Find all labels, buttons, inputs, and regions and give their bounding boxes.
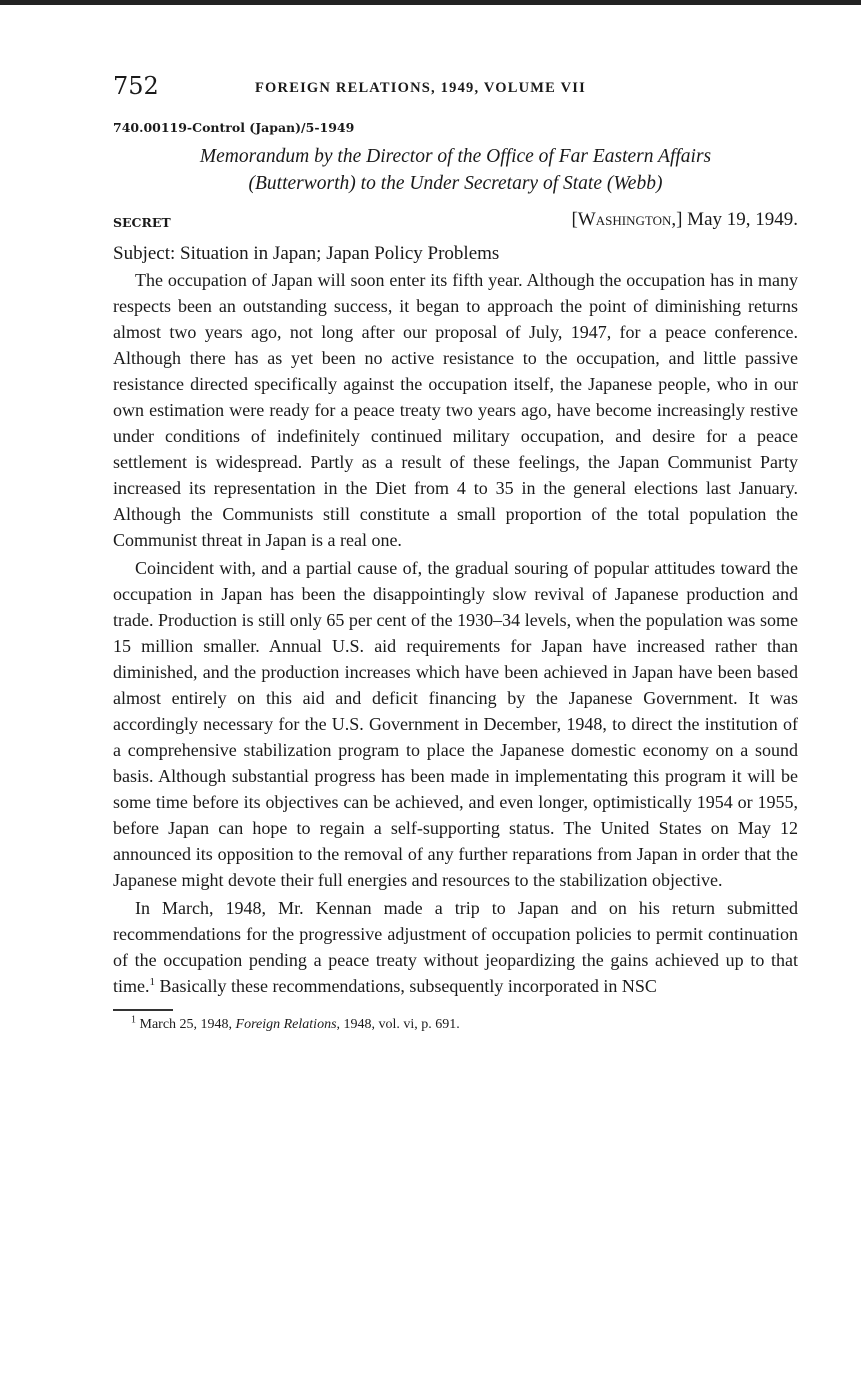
running-header bbox=[113, 70, 798, 106]
dateline-place: [Washington,] bbox=[571, 209, 683, 230]
page-top-edge bbox=[0, 0, 861, 5]
classification-dateline-row bbox=[113, 209, 798, 237]
body-paragraph-3 bbox=[113, 895, 798, 999]
classification-label: SECRET bbox=[113, 215, 171, 230]
dateline-date: May 19, 1949. bbox=[687, 209, 798, 230]
subject-line bbox=[113, 241, 798, 267]
footnote-source-title: Foreign Relations bbox=[235, 1016, 337, 1032]
document-title-line-1: Memorandum by the Director of the Office of Far Eastern Affairs bbox=[199, 146, 712, 167]
footnote-number: 1 bbox=[131, 1013, 136, 1025]
footnote-reference[interactable]: 1 bbox=[149, 976, 155, 988]
document-title-line-2: (Butterworth) to the Under Secretary of State (Webb) bbox=[248, 173, 663, 194]
subject-label: Subject: bbox=[113, 243, 176, 264]
footnote-text-end: , 1948, vol. vi, p. 691. bbox=[336, 1016, 460, 1032]
footnote bbox=[131, 1013, 798, 1033]
body-paragraph-3-continued: Basically these recommendations, subsequently incorporated in NSC bbox=[155, 976, 657, 996]
subject-text: Situation in Japan; Japan Policy Problems bbox=[180, 243, 500, 264]
file-number: 740.00119-Control (Japan)/5-1949 bbox=[113, 120, 355, 135]
body-paragraph-3-text: In March, 1948, Mr. Kennan made a trip to Japan and on his return submitted recommendations for the progressive adjustment of occupation policies to permit continuation of the occupation pending a peace treaty without jeopardizing the gains achieved up to that time. bbox=[113, 898, 798, 996]
page-number: 752 bbox=[113, 72, 159, 100]
body-paragraph-2: Coincident with, and a partial cause of, the gradual souring of popular attitudes toward the occupation in Japan has been the disappointingly slow revival of Japanese production and trade. Production is still only 65 per cent of the 1930–34 levels, when the population was some 15 million smaller. Annual U.S. aid requirements for Japan have increased rather than diminished, and the production increases which have been achieved in Japan have been based almost entirely on this aid and deficit financing by the Japanese Government. It was accordingly necessary for the U.S. Government in December, 1948, to direct the institution of a comprehensive stabilization program to place the Japanese domestic economy on a sound basis. Although substantial progress has been made in implementating this program it will be some time before its objectives can be achieved, and even longer, optimistically 1954 or 1955, before Japan can hope to regain a self-supporting status. The United States on May 12 announced its opposition to the removal of any further reparations from Japan in order that the Japanese might devote their full energies and resources to the stabilization objective. bbox=[113, 558, 798, 890]
body-paragraph-1: The occupation of Japan will soon enter its fifth year. Although the occupation has in many respects been an outstanding success, it began to approach the point of diminishing returns almost two years ago, not long after our proposal of July, 1947, for a peace conference. Although there has as yet been no active resistance to the occupation, and little passive resistance directed specifically against the occupation itself, the Japanese people, who in our own estimation were ready for a peace treaty two years ago, have become increasingly restive under conditions of indefinitely continued military occupation, and desire for a peace settlement is widespread. Partly as a result of these feelings, the Japan Communist Party increased its representation in the Diet from 4 to 35 in the general elections last January. Although the Communists still constitute a small proportion of the total population the Communist threat in Japan is a real one. bbox=[113, 270, 798, 550]
footnote-text-start: March 25, 1948, bbox=[139, 1016, 236, 1032]
running-title: FOREIGN RELATIONS, 1949, VOLUME VII bbox=[255, 80, 586, 96]
footnote-divider bbox=[113, 1009, 173, 1011]
document-title bbox=[113, 143, 798, 197]
document-page bbox=[113, 70, 798, 1033]
dateline bbox=[571, 209, 798, 231]
